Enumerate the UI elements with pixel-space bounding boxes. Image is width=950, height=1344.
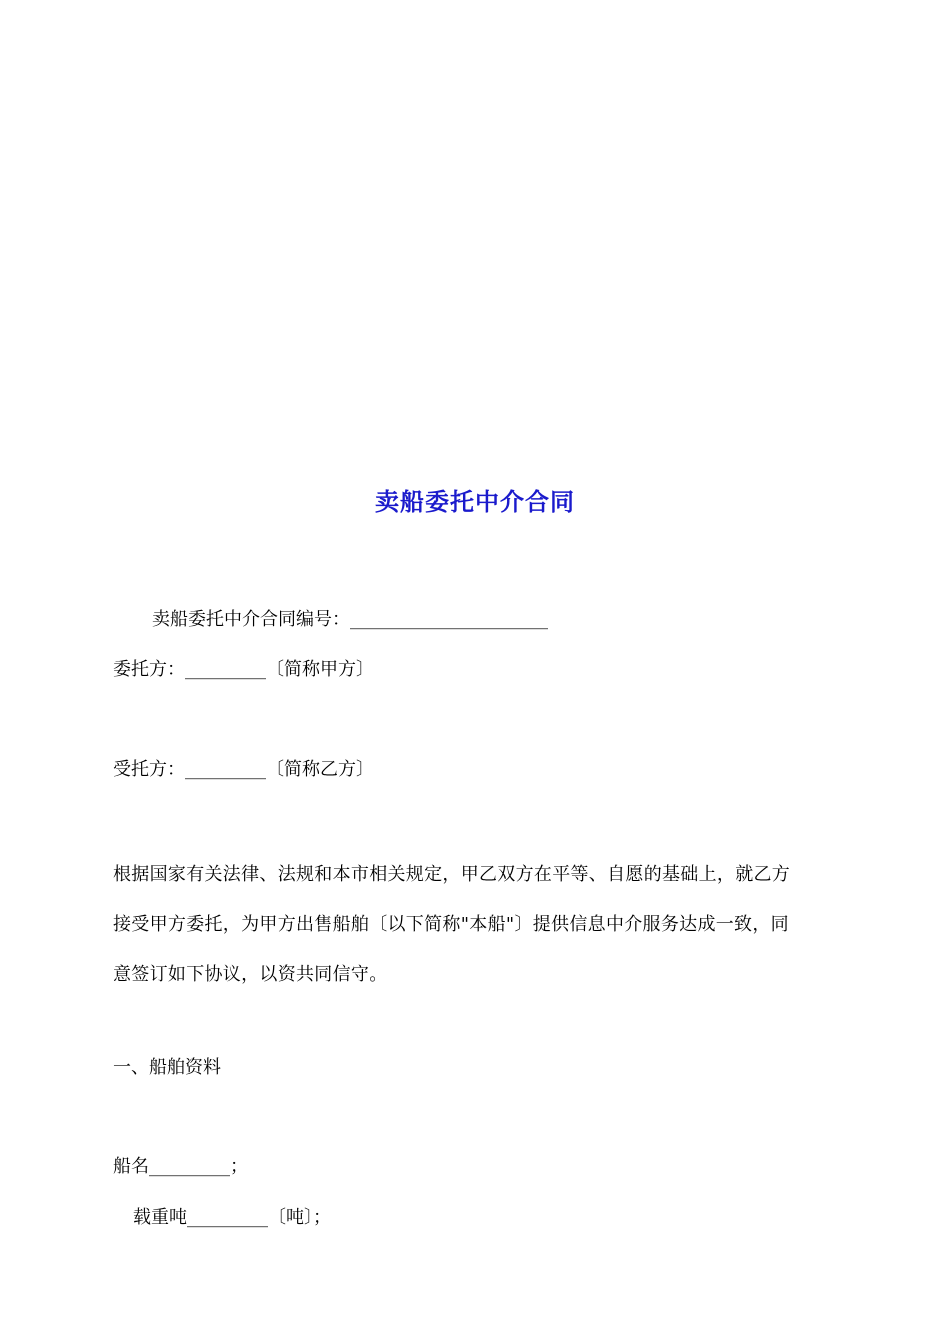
ship-name-line: 船名_________； [113,1156,248,1177]
intro-line: 根据国家有关法律、法规和本市相关规定，甲乙双方在平等、自愿的基础上，就乙方 [113,864,791,885]
intro-line: 意签订如下协议，以资共同信守。 [113,964,388,985]
principal-party-line: 委托方：_________〔简称甲方〕 [113,659,374,680]
document-title: 卖船委托中介合同 [375,487,575,516]
contract-number-line: 卖船委托中介合同编号：______________________ [152,609,548,630]
intro-line: 接受甲方委托，为甲方出售船舶〔以下简称"本船"〕提供信息中介服务达成一致，同 [113,914,789,935]
section-heading-ship-info: 一、船舶资料 [113,1057,221,1078]
intro-paragraph [113,850,843,1000]
tonnage-line: 载重吨_________〔吨〕； [133,1207,331,1228]
agent-party-line: 受托方：_________〔简称乙方〕 [113,759,374,780]
